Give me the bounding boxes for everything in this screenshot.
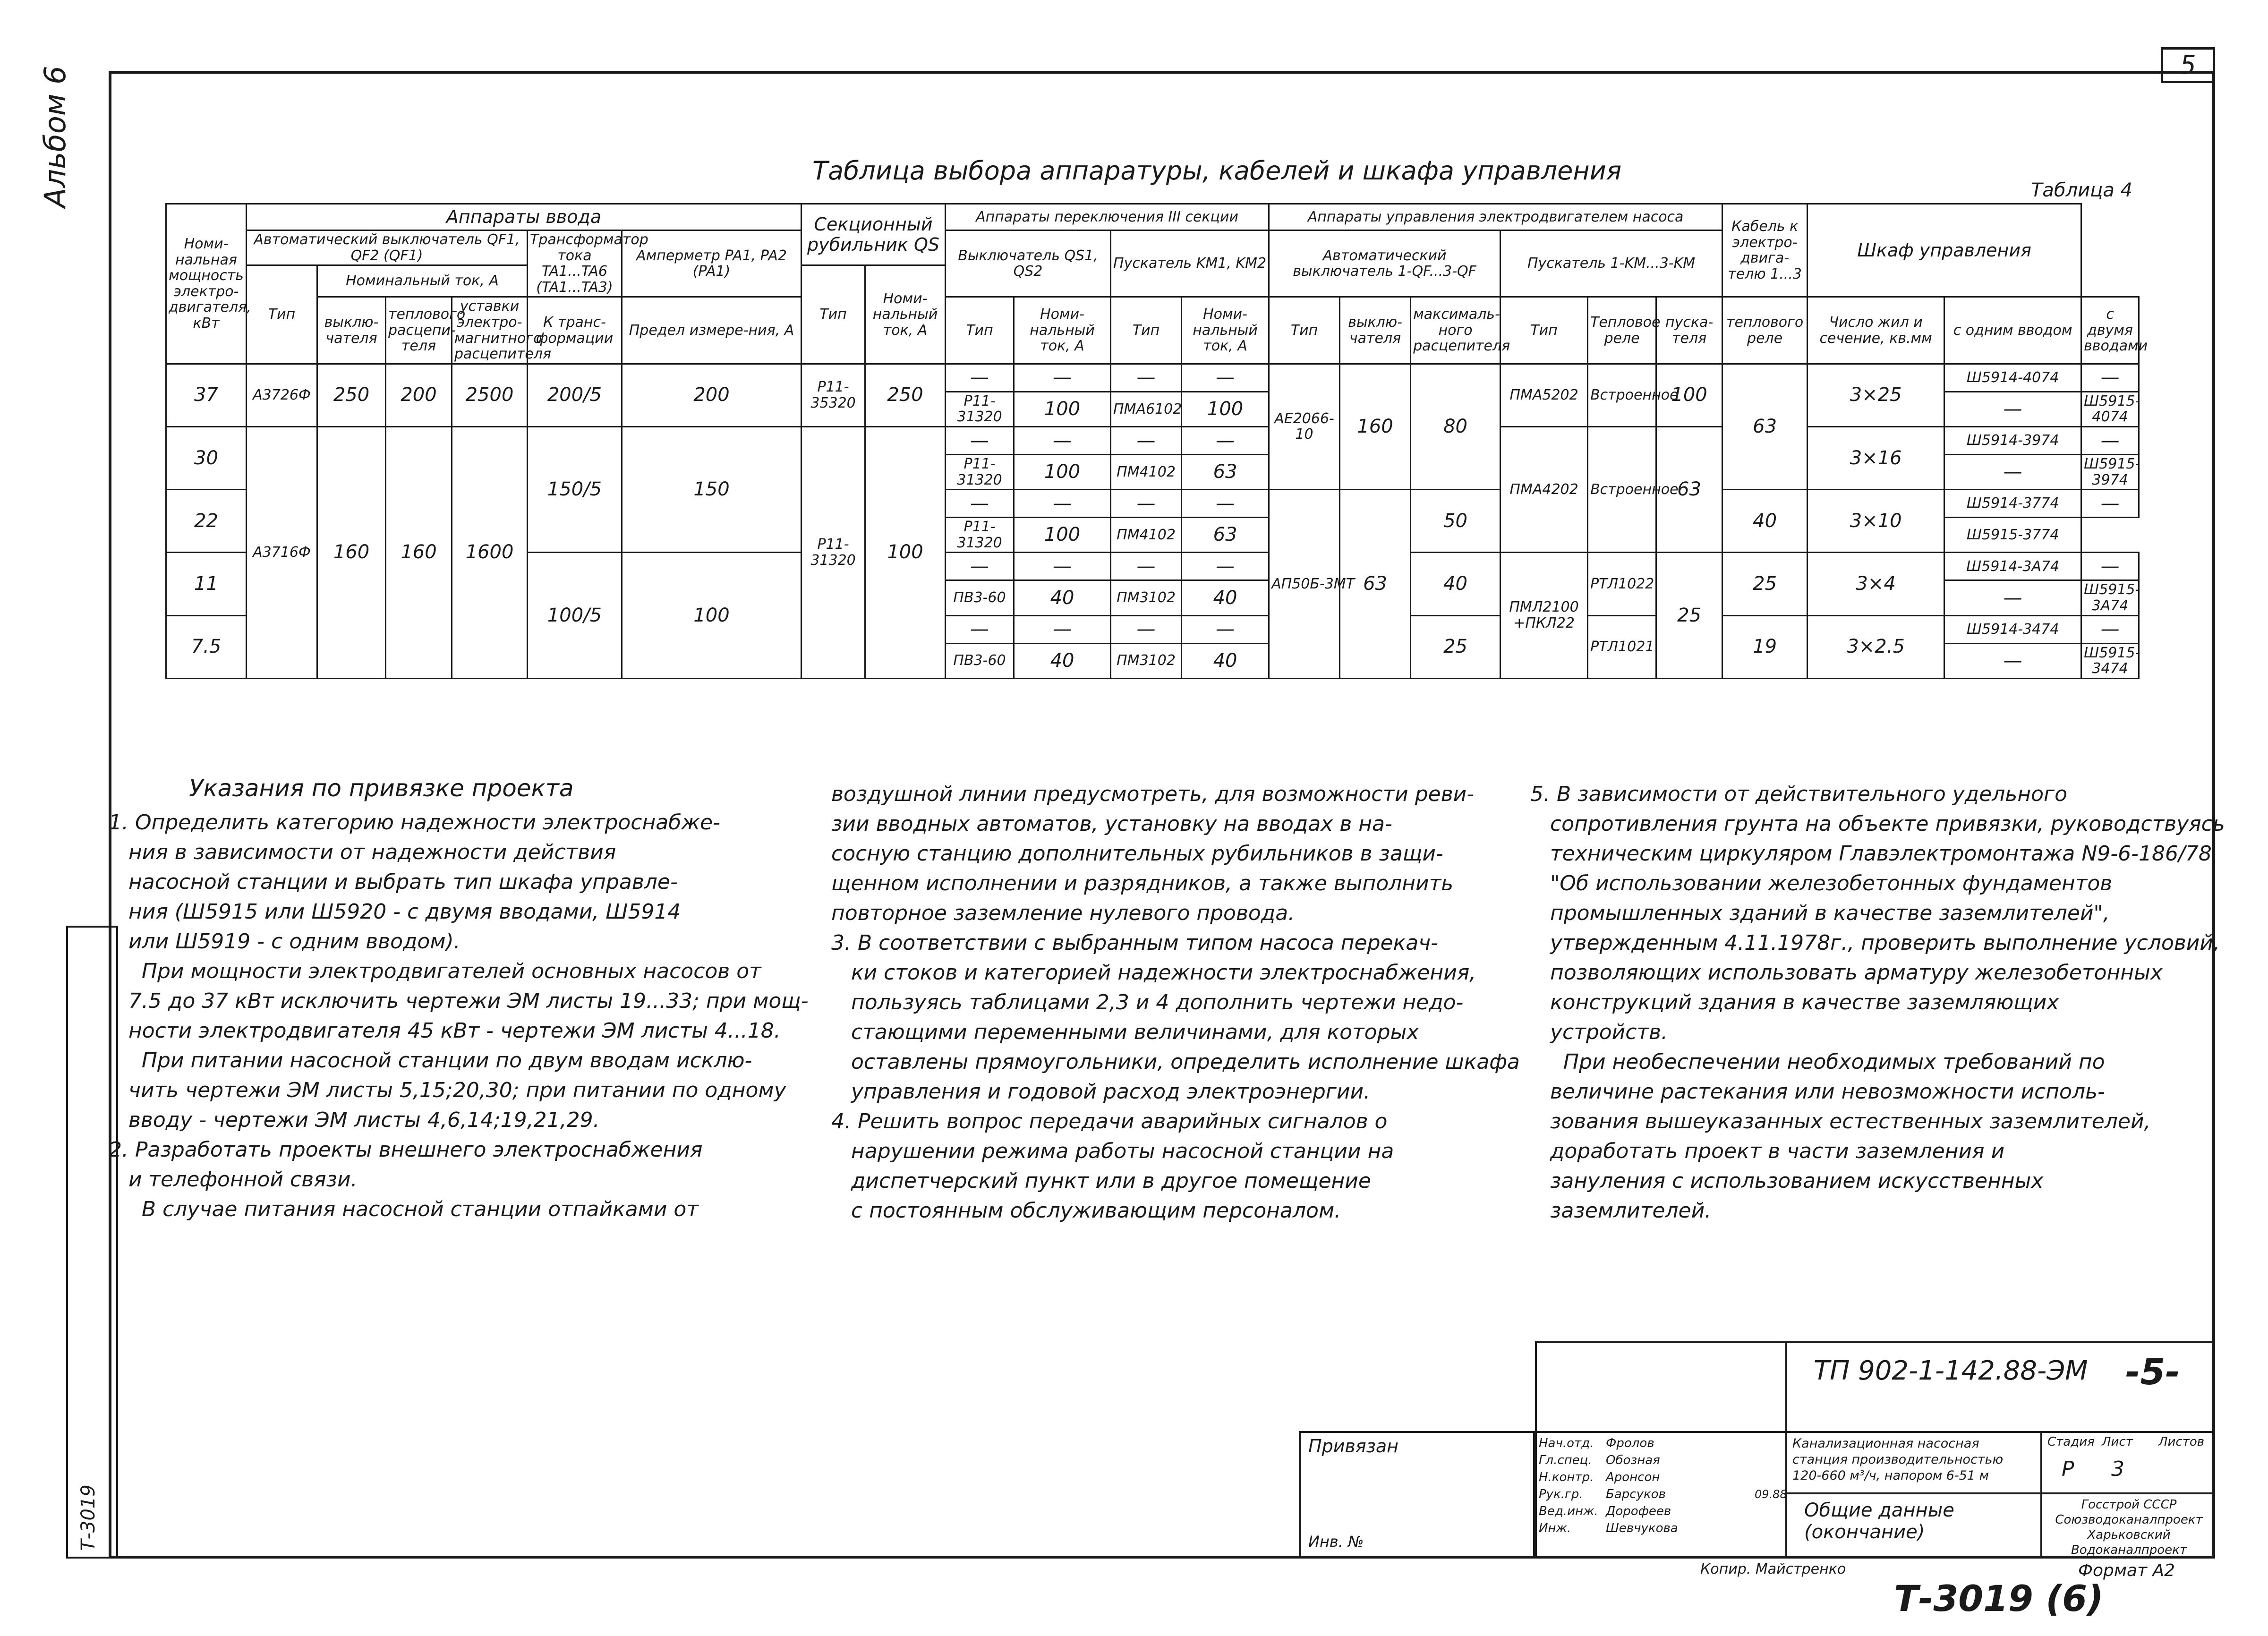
name-4: Барсуков xyxy=(1606,1487,1666,1501)
hdr-thermal-relay: Тепловое реле xyxy=(1588,297,1656,364)
thermal-relay-cell: РТЛ1021 xyxy=(1588,615,1656,678)
ct-cell: 100/5 xyxy=(528,553,622,678)
switch-type-cell: ПВ3-60 xyxy=(946,643,1014,678)
relay-rated-cell: 19 xyxy=(1722,615,1808,678)
role-1: Нач.отд. xyxy=(1539,1436,1594,1450)
starter-km-current-cell: 100 xyxy=(1182,392,1269,426)
starter-km-type-cell: ПМ4102 xyxy=(1111,454,1182,489)
role-4: Рук.гр. xyxy=(1539,1487,1583,1501)
starter-km-current-cell: 40 xyxy=(1182,643,1269,678)
hdr-sec3-switching: Аппараты переключения III секции xyxy=(946,204,1269,230)
hdr-auto-breaker-qf: Автоматический выключатель 1-QF...3-QF xyxy=(1269,230,1501,297)
hdr-st-type: Тип xyxy=(1111,297,1182,364)
hdr-sec-type: Тип xyxy=(801,265,865,364)
hdr-pk-type: Тип xyxy=(1501,297,1588,364)
breaker-max-cell: 25 xyxy=(1411,615,1501,678)
hdr-current-transformer: Трансформатор тока TA1...TA6 (TA1...TA3) xyxy=(528,230,622,297)
side-stamp xyxy=(66,926,118,1559)
cable-cell: 3×16 xyxy=(1808,426,1944,489)
dash-cell: — xyxy=(1111,426,1182,454)
dash-cell: — xyxy=(1182,364,1269,392)
object-name: Канализационная насосная станция производительностью 120-660 м³/ч, напором 6-51 м xyxy=(1792,1436,2004,1483)
relay-rated-cell: 25 xyxy=(1722,553,1808,615)
hdr-thermal-release: теплового расцепи-теля xyxy=(386,297,452,364)
auto-type-cell: А3716Ф xyxy=(247,426,317,678)
notes-column-3: 5. В зависимости от действительного удельного сопротивления грунта на объекте привязки, руководствуясь техническим циркуляром Главэлектромонтажа N9-6-186/78 "Об использовании железобетонных фундаментов промышленных зданий в качестве заземлителей", утвержденным 4.11.1978г., проверить выполнение условий, позволяющих использовать арматуру железобетонных конструкций здания в качестве заземляющих устройств. При необеспечении необходимых требований по величине растекания или невозможности исполь- зования вышеуказанных естественных заземлителей, доработать проект в части заземления и зануления с использованием искусственных заземлителей. xyxy=(1530,782,2225,1223)
hdr-br-max-release: максималь-ного расцепителя xyxy=(1411,297,1501,364)
dash-cell: — xyxy=(1944,643,2081,678)
album-label: Альбом 6 xyxy=(38,66,72,208)
sec-type-cell: Р11-35320 xyxy=(801,364,865,426)
privyazan-label: Привязан xyxy=(1308,1436,1398,1457)
starter-km-current-cell: 40 xyxy=(1182,580,1269,615)
switch-current-cell: 100 xyxy=(1014,392,1111,426)
ct-cell: 150/5 xyxy=(528,426,622,552)
cabinet-two-cell: Ш5915-3974 xyxy=(2081,454,2139,489)
hdr-pk-relay: теплового реле xyxy=(1722,297,1808,364)
power-cell: 7.5 xyxy=(166,615,247,678)
table-title: Таблица выбора аппаратуры, кабелей и шкафа управления xyxy=(812,156,1622,186)
starter-type-cell: ПМЛ2100 +ПКЛ22 xyxy=(1501,553,1588,678)
document-code: ТП 902-1-142.88-ЭМ xyxy=(1814,1355,2088,1386)
dash-cell: — xyxy=(2081,490,2139,518)
hdr-br-switch: выклю-чателя xyxy=(1340,297,1411,364)
cabinet-two-cell: Ш5915-3774 xyxy=(1944,518,2081,553)
hdr-section-switch: Секционный рубильник QS xyxy=(801,204,946,265)
breaker-type-cell: АП50Б-3МТ xyxy=(1269,490,1340,679)
breaker-max-cell: 80 xyxy=(1411,364,1501,489)
hdr-measure-limit: Предел измере-ния, А xyxy=(622,297,801,364)
relay-rated-cell: 63 xyxy=(1722,364,1808,489)
dash-cell: — xyxy=(946,490,1014,518)
switch-current-cell: 40 xyxy=(1014,580,1111,615)
hdr-st-current: Номи-нальный ток, А xyxy=(1182,297,1269,364)
dash-cell: — xyxy=(2081,615,2139,643)
cable-cell: 3×25 xyxy=(1808,364,1944,426)
side-archive-number: Т-3019 xyxy=(77,1484,99,1551)
dash-cell: — xyxy=(1182,426,1269,454)
relay-rated-cell: 40 xyxy=(1722,490,1808,553)
cabinet-one-cell: Ш5914-4074 xyxy=(1944,364,2081,392)
starter-km-type-cell: ПМ3102 xyxy=(1111,580,1182,615)
power-cell: 37 xyxy=(166,364,247,426)
dash-cell: — xyxy=(1014,426,1111,454)
starter-rated-cell: 25 xyxy=(1656,553,1722,678)
notes-column-2: воздушной линии предусмотреть, для возможности реви- зии вводных автоматов, установку на вводах в на- сосную станцию дополнительных рубильников в защи- щенном исполнении и разрядников, а также выполнить повторное заземление нулевого провода. 3. В соответствии с выбранным типом насоса перекач- ки стоков и категорией надежности электроснабжения, пользуясь таблицами 2,3 и 4 дополнить чертежи недо- стающими переменными величинами, для которых оставлены прямоугольники, определить исполнение шкафа управления и годовой расход электроэнергии. 4. Решить вопрос передачи аварийных сигналов о нарушении режима работы насосной станции на диспетчерский пункт или в другое помещение с постоянным обслуживающим персоналом. xyxy=(831,782,1520,1223)
name-2: Обозная xyxy=(1606,1453,1660,1467)
tb-divider xyxy=(2040,1431,2042,1559)
dash-cell: — xyxy=(1944,580,2081,615)
starter-type-cell: ПМА4202 xyxy=(1501,426,1588,552)
hdr-type: Тип xyxy=(247,265,317,364)
starter-type-cell: ПМА5202 xyxy=(1501,364,1588,426)
breaker-rated-cell: 63 xyxy=(1340,490,1411,679)
cabinet-one-cell: Ш5914-3774 xyxy=(1944,490,2081,518)
ammeter-cell: 150 xyxy=(622,426,801,552)
dash-cell: — xyxy=(1944,392,2081,426)
hdr-input-apparatus: Аппараты ввода xyxy=(247,204,801,230)
hdr-auto-switch: Автоматический выключатель QF1, QF2 (QF1) xyxy=(247,230,528,265)
cabinet-two-cell: Ш5915-3А74 xyxy=(2081,580,2139,615)
dash-cell: — xyxy=(1014,490,1111,518)
breaker-max-cell: 40 xyxy=(1411,553,1501,615)
hdr-sw-current: Номи-нальный ток, А xyxy=(1014,297,1111,364)
page-mark: -5- xyxy=(2125,1351,2180,1393)
role-3: Н.контр. xyxy=(1539,1470,1594,1484)
thermal-relay-cell: РТЛ1022 xyxy=(1588,553,1656,615)
dash-cell: — xyxy=(1182,553,1269,580)
dash-cell: — xyxy=(946,553,1014,580)
dash-cell: — xyxy=(1182,490,1269,518)
hdr-pk-starter: пуска-теля xyxy=(1656,297,1722,364)
stage-value: Р xyxy=(2062,1457,2074,1481)
name-1: Фролов xyxy=(1606,1436,1654,1450)
switch-type-cell: Р11-31320 xyxy=(946,392,1014,426)
dash-cell: — xyxy=(1111,615,1182,643)
hdr-sec-current: Номи-нальный ток, А xyxy=(865,265,946,364)
hdr-rated-current: Номинальный ток, А xyxy=(317,265,528,297)
cabinet-two-cell: Ш5915-3474 xyxy=(2081,643,2139,678)
switch-current-cell: 100 xyxy=(1014,518,1111,553)
hdr-cable-cores: Число жил и сечение, кв.мм xyxy=(1808,297,1944,364)
copied-by: Копир. Майстренко xyxy=(1700,1561,1846,1577)
tb-date: 09.88 xyxy=(1755,1488,1787,1501)
cable-cell: 3×2.5 xyxy=(1808,615,1944,678)
auto-em-cell: 2500 xyxy=(452,364,528,426)
starter-km-type-cell: ПМ4102 xyxy=(1111,518,1182,553)
hdr-switch-current: выклю-чателя xyxy=(317,297,386,364)
hdr-motor-control: Аппараты управления электродвигателем насоса xyxy=(1269,204,1722,230)
sheet-number: 5 xyxy=(2161,47,2215,83)
auto-switch-cell: 250 xyxy=(317,364,386,426)
tb-divider xyxy=(1785,1492,2215,1494)
name-3: Аронсон xyxy=(1606,1470,1660,1484)
sheet-label: Лист xyxy=(2102,1435,2133,1449)
name-5: Дорофеев xyxy=(1606,1504,1671,1518)
dash-cell: — xyxy=(1182,615,1269,643)
breaker-max-cell: 50 xyxy=(1411,490,1501,553)
hdr-switch-qs: Выключатель QS1, QS2 xyxy=(946,230,1111,297)
cabinet-one-cell: Ш5914-3974 xyxy=(1944,426,2081,454)
auto-switch-cell: 160 xyxy=(317,426,386,678)
dash-cell: — xyxy=(946,364,1014,392)
starter-rated-cell: 100 xyxy=(1656,364,1722,426)
hdr-cable: Кабель к электро-двига-телю 1...3 xyxy=(1722,204,1808,297)
switch-type-cell: ПВ3-60 xyxy=(946,580,1014,615)
sec-current-cell: 250 xyxy=(865,364,946,426)
cabinet-one-cell: Ш5914-3474 xyxy=(1944,615,2081,643)
hdr-cabinet: Шкаф управления xyxy=(1808,204,2081,297)
thermal-relay-cell: Встроенное xyxy=(1588,364,1656,426)
hdr-em-release: уставки электро-магнитного расцепителя xyxy=(452,297,528,364)
starter-km-type-cell: ПМА6102 xyxy=(1111,392,1182,426)
cabinet-two-cell: Ш5915-4074 xyxy=(2081,392,2139,426)
notes-heading: Указания по привязке проекта xyxy=(189,775,574,802)
sheet-title: Общие данные (окончание) xyxy=(1804,1500,1954,1543)
dash-cell: — xyxy=(1014,553,1111,580)
power-cell: 22 xyxy=(166,490,247,553)
format-label: Формат А2 xyxy=(2078,1561,2175,1580)
auto-em-cell: 1600 xyxy=(452,426,528,678)
starter-km-type-cell: ПМ3102 xyxy=(1111,643,1182,678)
thermal-relay-cell: Встроенное xyxy=(1588,426,1656,552)
breaker-rated-cell: 160 xyxy=(1340,364,1411,489)
dash-cell: — xyxy=(1944,454,2081,489)
dash-cell: — xyxy=(1111,553,1182,580)
sec-current-cell: 100 xyxy=(865,426,946,678)
breaker-type-cell: АЕ2066-10 xyxy=(1269,364,1340,489)
hdr-cab-two: с двумя вводами xyxy=(2081,297,2139,364)
table-number: Таблица 4 xyxy=(2031,179,2133,201)
name-6: Шевчукова xyxy=(1606,1521,1678,1535)
sheet-value: 3 xyxy=(2111,1457,2124,1481)
cabinet-one-cell: Ш5914-3А74 xyxy=(1944,553,2081,580)
hdr-sw-type: Тип xyxy=(946,297,1014,364)
dash-cell: — xyxy=(2081,426,2139,454)
starter-rated-cell: 63 xyxy=(1656,426,1722,552)
organization: Госстрой СССР Союзводоканалпроект Харьковский Водоканалпроект xyxy=(2055,1498,2203,1557)
dash-cell: — xyxy=(1014,615,1111,643)
hdr-ammeter: Амперметр PA1, PA2 (PA1) xyxy=(622,230,801,297)
tb-names xyxy=(1606,1435,1681,1537)
ct-cell: 200/5 xyxy=(528,364,622,426)
stage-label: Стадия xyxy=(2047,1435,2095,1449)
hdr-power: Номи-нальная мощность электро-двигателя, кВт xyxy=(166,204,247,364)
auto-type-cell: А3726Ф xyxy=(247,364,317,426)
archive-number: Т-3019 (6) xyxy=(1894,1577,2104,1619)
starter-km-current-cell: 63 xyxy=(1182,454,1269,489)
hdr-starter-3km: Пускатель 1-KM...3-KM xyxy=(1501,230,1722,297)
switch-current-cell: 40 xyxy=(1014,643,1111,678)
cable-cell: 3×10 xyxy=(1808,490,1944,553)
inv-no-label: Инв. № xyxy=(1308,1533,1364,1551)
power-cell: 11 xyxy=(166,553,247,615)
dash-cell: — xyxy=(1014,364,1111,392)
starter-km-current-cell: 63 xyxy=(1182,518,1269,553)
switch-type-cell: Р11-31320 xyxy=(946,454,1014,489)
auto-thermal-cell: 200 xyxy=(386,364,452,426)
sheets-label: Листов xyxy=(2158,1435,2205,1449)
cable-cell: 3×4 xyxy=(1808,553,1944,615)
hdr-br-type: Тип xyxy=(1269,297,1340,364)
dash-cell: — xyxy=(946,426,1014,454)
switch-type-cell: Р11-31320 xyxy=(946,518,1014,553)
hdr-cab-one: с одним вводом xyxy=(1944,297,2081,364)
ammeter-cell: 200 xyxy=(622,364,801,426)
dash-cell: — xyxy=(2081,364,2139,392)
switch-current-cell: 100 xyxy=(1014,454,1111,489)
dash-cell: — xyxy=(1111,364,1182,392)
notes-column-1: 1. Определить категорию надежности электроснабже- ния в зависимости от надежности действия насосной станции и выбрать тип шкафа управле- ния (Ш5915 или Ш5920 - с двумя вводами, Ш5914 или Ш5919 - с одним вводом). При мощности электродвигателей основных насосов от 7.5 до 37 кВт исключить чертежи ЭМ листы 19...33; при мощ- ности электродвигателя 45 кВт - чертежи ЭМ листы 4...18. При питании насосной станции по двум вводам исклю- чить чертежи ЭМ листы 5,15;20,30; при питании по одному вводу - чертежи ЭМ листы 4,6,14;19,21,29. 2. Разработать проекты внешнего электроснабжения и телефонной связи. В случае питания насосной станции отпайками от xyxy=(109,810,809,1221)
selection-table xyxy=(165,203,2148,679)
ammeter-cell: 100 xyxy=(622,553,801,678)
role-6: Инж. xyxy=(1539,1521,1571,1535)
tb-divider xyxy=(1535,1431,2215,1433)
auto-thermal-cell: 160 xyxy=(386,426,452,678)
dash-cell: — xyxy=(1111,490,1182,518)
sec-type-cell: Р11-31320 xyxy=(801,426,865,678)
tb-divider xyxy=(1785,1341,1787,1559)
dash-cell: — xyxy=(2081,553,2139,580)
dash-cell: — xyxy=(946,615,1014,643)
role-5: Вед.инж. xyxy=(1539,1504,1598,1518)
power-cell: 30 xyxy=(166,426,247,489)
role-2: Гл.спец. xyxy=(1539,1453,1592,1467)
hdr-transformation-ratio: К транс-формации xyxy=(528,297,622,364)
hdr-starter-km: Пускатель KM1, KM2 xyxy=(1111,230,1269,297)
